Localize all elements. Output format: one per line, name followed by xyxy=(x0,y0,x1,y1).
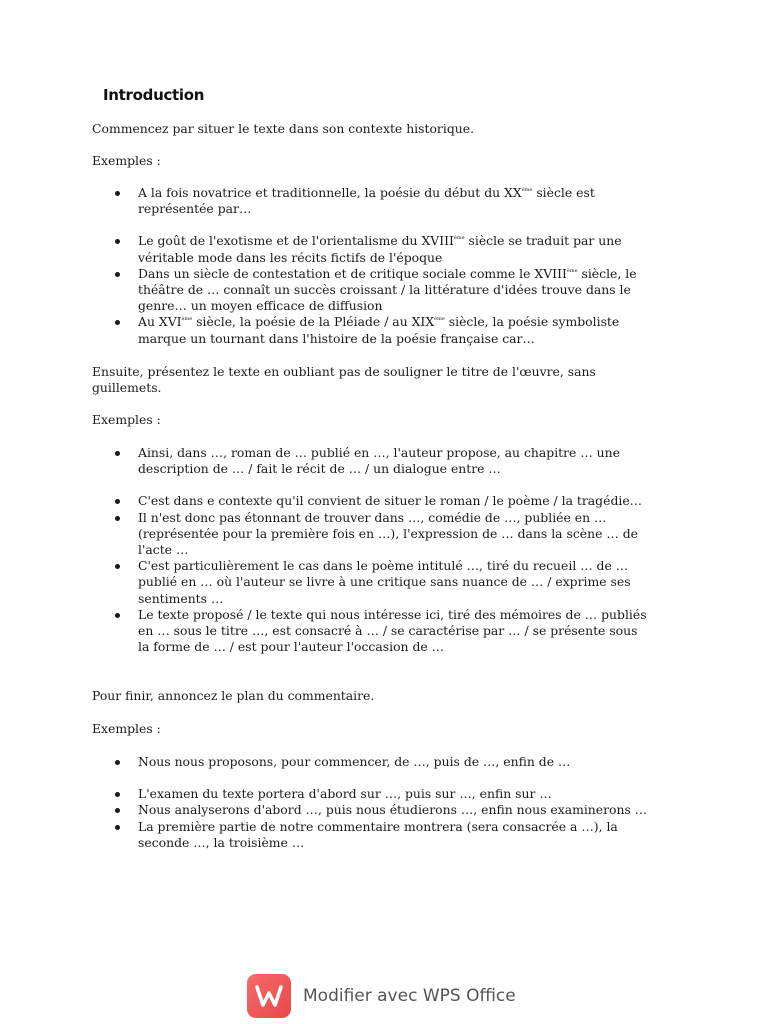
wps-edit-banner[interactable] xyxy=(247,974,516,1018)
section1-examples-label: Exemples : xyxy=(92,153,161,168)
list-item: Au XVIème siècle, la poésie de la Pléiade / au XIXème siècle, la poésie symboliste marque un tournant dans l'histoire de la poésie française car… xyxy=(0,314,648,346)
section3-list xyxy=(0,754,768,851)
wps-edit-label[interactable]: Modifier avec WPS Office xyxy=(303,986,516,1006)
list-item: Nous nous proposons, pour commencer, de …, puis de …, enfin de … xyxy=(0,754,648,770)
section3-lead: Pour finir, annoncez le plan du commentaire. xyxy=(92,688,375,703)
list-item: La première partie de notre commentaire montrera (sera consacrée a …), la seconde …, la troisième … xyxy=(0,819,648,851)
section3-examples-label: Exemples : xyxy=(92,721,161,736)
list-item: Le texte proposé / le texte qui nous intéresse ici, tiré des mémoires de … publiés en … sous le titre …, est consacré à … / se caractérise par … / se présente sous la forme de … / est pour l'auteur l'occasion de … xyxy=(0,607,648,656)
section1-list xyxy=(0,185,768,347)
list-item: Le goût de l'exotisme et de l'orientalisme du XVIIIème siècle se traduit par une véritable mode dans les récits fictifs de l'époque xyxy=(0,233,648,265)
section2-examples-label: Exemples : xyxy=(92,412,161,427)
list-item: L'examen du texte portera d'abord sur …, puis sur …, enfin sur … xyxy=(0,786,648,802)
list-item: Ainsi, dans …, roman de … publié en …, l'auteur propose, au chapitre … une description de … / fait le récit de … / un dialogue entre … xyxy=(0,445,648,477)
list-item: Il n'est donc pas étonnant de trouver dans …, comédie de …, publiée en … (représentée pour la première fois en …), l'expression de … dans la scène … de l'acte … xyxy=(0,510,648,559)
list-item: C'est dans e contexte qu'il convient de situer le roman / le poème / la tragédie… xyxy=(0,493,648,509)
wps-logo-icon xyxy=(247,974,291,1018)
list-item: C'est particulièrement le cas dans le poème intitulé …, tiré du recueil … de … publié en … où l'auteur se livre à une critique sans nuance de … / exprime ses sentiments … xyxy=(0,558,648,607)
section2-list xyxy=(0,445,768,655)
list-item: A la fois novatrice et traditionnelle, la poésie du début du XXème siècle est représentée par… xyxy=(0,185,648,217)
list-item: Nous analyserons d'abord …, puis nous étudierons …, enfin nous examinerons … xyxy=(0,802,648,818)
list-item: Dans un siècle de contestation et de critique sociale comme le XVIIIème siècle, le théâtre de … connaît un succès croissant / la littérature d'idées trouve dans le genre… un moyen efficace de diffusion xyxy=(0,266,648,315)
section2-lead: Ensuite, présentez le texte en oubliant pas de souligner le titre de l'œuvre, sans guillemets. xyxy=(92,364,596,396)
section1-lead: Commencez par situer le texte dans son contexte historique. xyxy=(92,121,475,136)
page-title: Introduction xyxy=(103,86,205,104)
